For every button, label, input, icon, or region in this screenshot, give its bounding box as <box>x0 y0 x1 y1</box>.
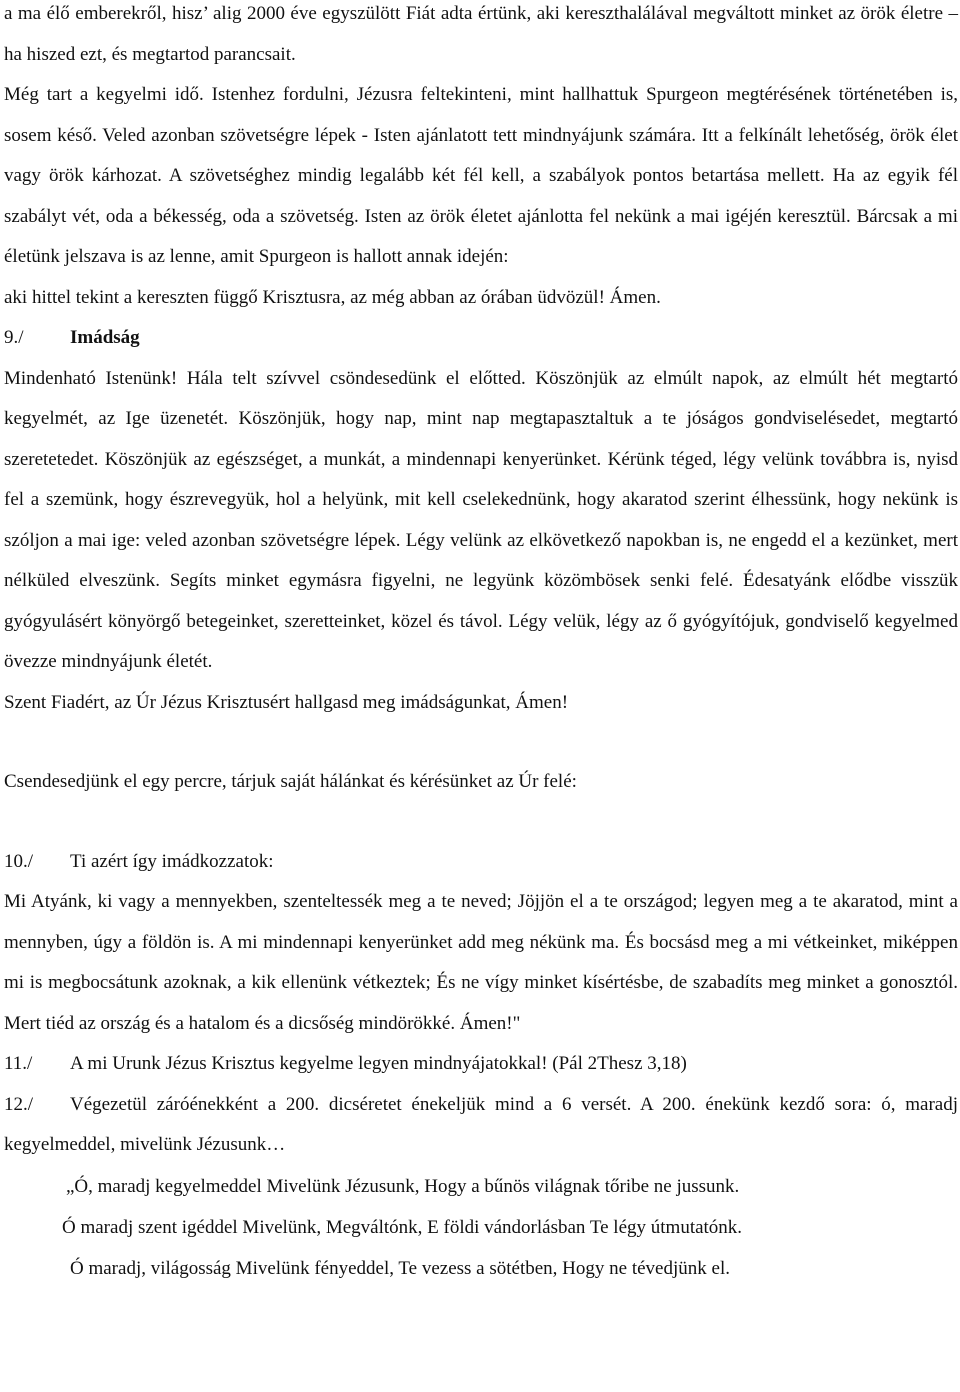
section-11-number: 11./ <box>4 1053 33 1074</box>
spacer <box>4 803 958 842</box>
section-12 <box>4 1085 958 1166</box>
prayer-text: Mindenható Istenünk! Hála telt szívvel csöndesedünk el előtted. Köszönjük az elmúlt napok, az elmúlt hét megtartó kegyelmét, az Ige üzenetét. Köszönjük, hogy nap, mint nap megtapasztaltuk a te jóságos gondviselésedet, megtartó szeretetedet. Köszönjük az egészséget, a munkát, a mindennapi kenyerünket. Kérünk téged, légy velünk továbbra is, nyisd fel a szemünk, hogy észrevegyük, hol a helyünk, mit kell cselekednünk, hogy akaratod szerint élhessünk, hogy nekünk is szóljon a mai ige: veled azonban szövetségre lépek. Légy velünk az elkövetkező napokban is, ne engedd el a kezünket, mert nélküled elveszünk. Segíts minket egymásra figyelni, ne legyünk közömbösek senki felé. Édesatyánk elődbe visszük gyógyulásért könyörgő betegeinket, szeretteinket, közel és távol. Légy velük, légy az ő gyógyítójuk, gondviselő kegyelmed övezze mindnyájunk életét. <box>4 367 958 672</box>
section-10-heading <box>4 842 958 883</box>
section-9-number: 9./ <box>4 327 24 348</box>
section-9-title: Imádság <box>70 327 140 348</box>
hymn-line-1: „Ó, maradj kegyelmeddel Mivelünk Jézusunk, Hogy a bűnös világnak tőribe ne jussunk. <box>66 1175 740 1197</box>
section-11 <box>4 1044 958 1085</box>
hymn-line-3: Ó maradj, világosság Mivelünk fényeddel, Te vezess a sötétben, Hogy ne tévedjünk el. <box>70 1257 730 1279</box>
section-11-text: A mi Urunk Jézus Krisztus kegyelme legyen mindnyájatokkal! (Pál 2Thesz 3,18) <box>70 1053 687 1074</box>
spacer <box>4 723 958 762</box>
paragraph-intro: a ma élő emberekről, hisz’ alig 2000 éve egyszülött Fiát adta értünk, aki kereszthalálával megváltott minket az örök életre – ha hiszed ezt, és megtartod parancsait. <box>4 3 958 65</box>
section-12-number: 12./ <box>4 1093 34 1115</box>
section-10-number: 10./ <box>4 850 34 872</box>
section-9-heading <box>4 318 958 359</box>
section-10-title: Ti azért így imádkozzatok: <box>70 850 274 872</box>
paragraph-quote: aki hittel tekint a kereszten függő Krisztusra, az még abban az órában üdvözül! Ámen. <box>4 286 661 308</box>
section-12-text: Végezetül záróénekként a 200. dicséretet énekeljük mind a 6 versét. A 200. énekünk kezdő sora: ó, maradj kegyelmeddel, mivelünk Jézusunk… <box>4 1093 958 1155</box>
silence-instruction: Csendesedjünk el egy percre, tárjuk saját hálánkat és kérésünket az Úr felé: <box>4 771 577 792</box>
hymn-line-2: Ó maradj szent igéddel Mivelünk, Megváltónk, E földi vándorlásban Te légy útmutatónk. <box>62 1216 743 1238</box>
lords-prayer-text: Mi Atyánk, ki vagy a mennyekben, szenteltessék meg a te neved; Jöjjön el a te országod; legyen meg a te akaratod, mint a mennyben, úgy a földön is. A mi mindennapi kenyerünket add meg nékünk ma. És bocsásd meg a mi vétkeinket, miképpen mi is megbocsátunk azoknak, a kik ellenünk vétkeztek; És ne vígy minket kísértésbe, de szabadíts meg minket a gonosztól. Mert tiéd az ország és a hatalom és a dicsőség mindörökké. Ámen!" <box>4 891 958 1034</box>
prayer-closing: Szent Fiadért, az Úr Jézus Krisztusért hallgasd meg imádságunkat, Ámen! <box>4 691 569 713</box>
paragraph-covenant: Még tart a kegyelmi idő. Istenhez fordulni, Jézusra feltekinteni, mint hallhattuk Spurgeon megtérésének történetében is, sosem késő. Veled azonban szövetségre lépek - Isten ajánlatott tett mindnyájunk számára. Itt a felkínált lehetőség, örök élet vagy örök kárhozat. A szövetséghez mindig legalább két fél kell, a szabályok pontos betartása mellett. Ha az egyik fél szabályt vét, oda a békesség, oda a szövetség. Isten az örök életet ajánlotta fel nekünk a mai igéjén keresztül. Bárcsak a mi életünk jelszava is az lenne, amit Spurgeon is hallott annak idején: <box>4 84 958 267</box>
